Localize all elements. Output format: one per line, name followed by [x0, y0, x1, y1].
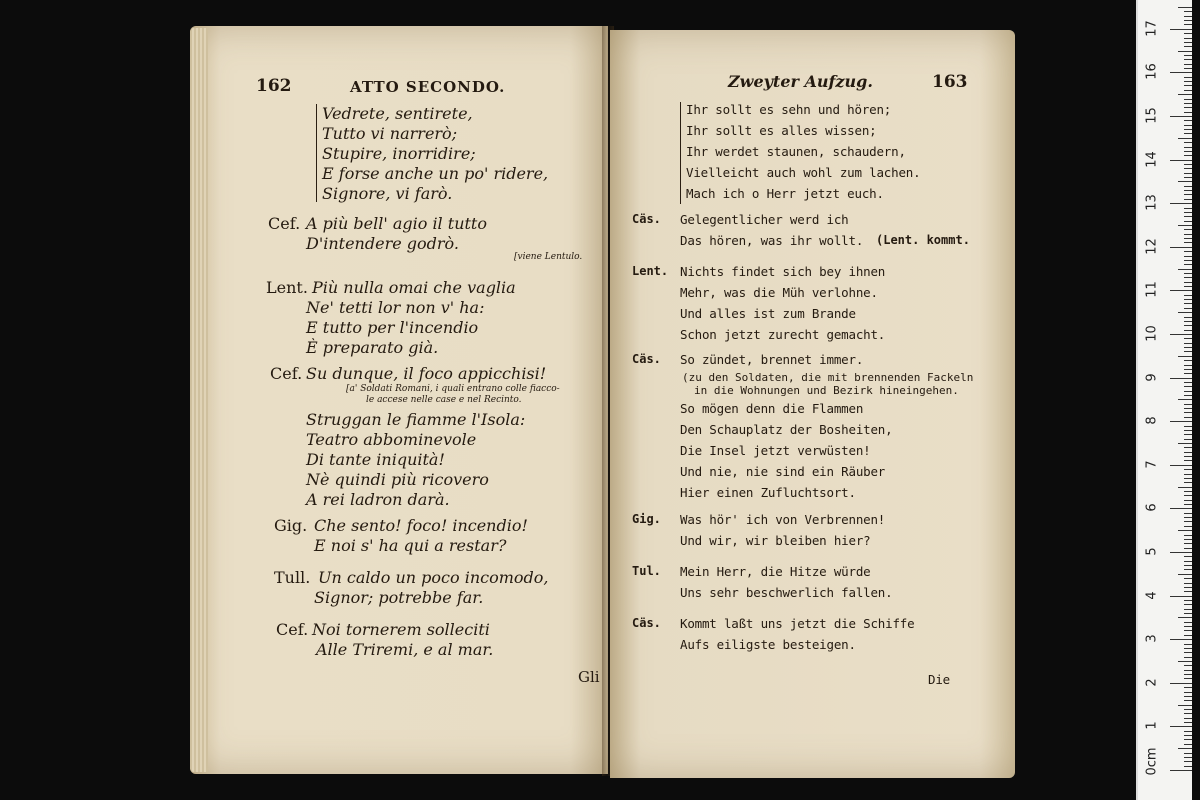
verse-line: Den Schauplatz der Bosheiten, [680, 422, 893, 437]
ruler-tick [1184, 761, 1192, 762]
ruler-tick [1178, 661, 1192, 662]
ruler-tick [1184, 474, 1192, 475]
ruler-tick [1184, 622, 1192, 623]
ruler-tick [1184, 343, 1192, 344]
ruler-number: 3 [1144, 634, 1160, 643]
speaker-label: Tul. [632, 564, 661, 578]
ruler-tick [1184, 38, 1192, 39]
speaker-label: Cef. [276, 620, 309, 639]
ruler-tick [1184, 112, 1192, 113]
ruler-tick [1184, 155, 1192, 156]
ruler-tick [1184, 85, 1192, 86]
ruler-tick [1184, 665, 1192, 666]
verse-line: E forse anche un po' ridere, [322, 164, 549, 183]
ruler-tick [1184, 569, 1192, 570]
ruler-tick [1184, 59, 1192, 60]
ruler-tick [1184, 539, 1192, 540]
ruler-tick [1184, 99, 1192, 100]
ruler-tick [1184, 604, 1192, 605]
verse-line: Di tante iniquità! [306, 450, 445, 469]
verse-line: Und nie, nie sind ein Räuber [680, 464, 886, 479]
speaker-label: Lent. [632, 264, 669, 278]
ruler-tick [1184, 630, 1192, 631]
ruler-tick [1184, 77, 1192, 78]
ruler-tick [1184, 587, 1192, 588]
speaker-label: Cäs. [632, 212, 661, 226]
ruler-tick [1184, 365, 1192, 366]
ruler-tick [1170, 72, 1192, 73]
ruler-tick [1184, 221, 1192, 222]
ruler-tick [1184, 412, 1192, 413]
ruler-tick [1170, 639, 1192, 640]
ruler-tick [1184, 635, 1192, 636]
verse-line: Signor; potrebbe far. [314, 588, 484, 607]
ruler-tick [1184, 657, 1192, 658]
ruler-tick [1184, 543, 1192, 544]
ruler-tick [1184, 286, 1192, 287]
verse-line: Signore, vi farò. [322, 184, 453, 203]
stage-direction: (zu den Soldaten, die mit brennenden Fackeln [682, 371, 974, 384]
ruler-tick [1178, 748, 1192, 749]
ruler-tick [1184, 282, 1192, 283]
ruler-number: 6 [1144, 503, 1160, 513]
verse-line: Un caldo un poco incomodo, [318, 568, 549, 587]
verse-bracket [680, 102, 681, 204]
ruler-tick [1184, 330, 1192, 331]
verse-line: Mach ich o Herr jetzt euch. [686, 186, 884, 201]
verse-line: Schon jetzt zurecht gemacht. [680, 327, 886, 342]
verse-line: Und alles ist zum Brande [680, 306, 856, 321]
verse-line: Mehr, was die Müh verlohne. [680, 285, 878, 300]
ruler-tick [1184, 692, 1192, 693]
ruler-tick [1184, 360, 1192, 361]
verse-line: È preparato già. [306, 338, 439, 357]
ruler-number: 12 [1144, 238, 1160, 255]
ruler-tick [1184, 325, 1192, 326]
verse-line: Und wir, wir bleiben hier? [680, 533, 871, 548]
ruler-number: 14 [1144, 150, 1160, 168]
ruler-tick [1178, 443, 1192, 444]
speaker-label: Cef. [268, 214, 301, 233]
ruler-tick [1184, 565, 1192, 566]
verse-line: So mögen denn die Flammen [680, 401, 864, 416]
ruler-tick [1184, 64, 1192, 65]
ruler-tick [1184, 81, 1192, 82]
ruler-tick [1178, 225, 1192, 226]
ruler-number: 2 [1144, 678, 1160, 687]
ruler-tick [1184, 338, 1192, 339]
stage-direction: in die Wohnungen und Bezirk hineingehen. [694, 384, 959, 397]
ruler-tick [1184, 68, 1192, 69]
ruler-tick [1170, 552, 1192, 553]
catchword: Gli [578, 668, 600, 686]
ruler-tick [1178, 530, 1192, 531]
ruler-number: 10 [1144, 325, 1160, 342]
ruler-tick [1184, 229, 1192, 230]
ruler-tick [1178, 7, 1192, 8]
ruler-tick [1178, 269, 1192, 270]
ruler-tick [1184, 251, 1192, 252]
ruler-number: 5 [1144, 547, 1160, 556]
ruler-tick [1184, 299, 1192, 300]
verse-line: A rei ladron darà. [306, 490, 450, 509]
ruler-tick [1184, 208, 1192, 209]
ruler-tick [1184, 482, 1192, 483]
ruler-tick [1184, 194, 1192, 195]
page-number-left: 162 [256, 76, 292, 96]
ruler-tick [1184, 133, 1192, 134]
ruler-tick [1184, 556, 1192, 557]
ruler-tick [1184, 173, 1192, 174]
ruler-tick [1184, 55, 1192, 56]
ruler-tick [1184, 277, 1192, 278]
ruler-tick [1178, 705, 1192, 706]
ruler-tick [1184, 395, 1192, 396]
ruler-tick [1184, 260, 1192, 261]
ruler-tick [1184, 753, 1192, 754]
ruler-tick [1170, 247, 1192, 248]
verse-line: Che sento! foco! incendio! [314, 516, 528, 535]
catchword: Die [928, 672, 950, 687]
ruler-tick [1170, 334, 1192, 335]
left-page [190, 26, 608, 774]
ruler-tick [1184, 373, 1192, 374]
ruler-tick [1184, 142, 1192, 143]
ruler-tick [1170, 770, 1192, 771]
running-head-left: ATTO SECONDO. [350, 78, 506, 96]
speaker-label: Cef. [270, 364, 303, 383]
ruler-tick [1184, 190, 1192, 191]
speaker-label: Lent. [266, 278, 308, 297]
ruler-tick [1184, 452, 1192, 453]
ruler-tick [1184, 504, 1192, 505]
ruler-tick [1184, 430, 1192, 431]
verse-line: Das hören, was ihr wollt. [680, 233, 864, 248]
ruler-tick [1184, 417, 1192, 418]
ruler-tick [1170, 290, 1192, 291]
verse-line: So zündet, brennet immer. [680, 352, 864, 367]
page-number-right: 163 [932, 72, 968, 92]
ruler-tick [1184, 670, 1192, 671]
ruler-tick [1184, 713, 1192, 714]
ruler-tick [1184, 460, 1192, 461]
verse-line: Noi tornerem solleciti [312, 620, 490, 639]
ruler-tick [1184, 264, 1192, 265]
ruler-tick [1184, 491, 1192, 492]
ruler-number: 9 [1144, 372, 1160, 382]
ruler-tick [1184, 548, 1192, 549]
ruler-tick [1184, 735, 1192, 736]
ruler-number: 8 [1144, 416, 1160, 425]
ruler-tick [1184, 731, 1192, 732]
verse-line: Vielleicht auch wohl zum lachen. [686, 165, 921, 180]
verse-line: Uns sehr beschwerlich fallen. [680, 585, 893, 600]
ruler-tick [1184, 33, 1192, 34]
ruler-tick [1184, 308, 1192, 309]
right-page [610, 30, 1015, 778]
ruler-tick [1184, 757, 1192, 758]
ruler-tick [1170, 116, 1192, 117]
running-head-right: Zweyter Aufzug. [728, 72, 873, 91]
verse-line: Nè quindi più ricovero [306, 470, 489, 489]
ruler-tick [1184, 447, 1192, 448]
ruler-tick [1184, 578, 1192, 579]
ruler-tick [1184, 517, 1192, 518]
ruler-number: 11 [1144, 281, 1160, 299]
ruler-tick [1184, 700, 1192, 701]
speaker-label: Gig. [274, 516, 308, 535]
ruler-tick [1184, 46, 1192, 47]
stage-direction: [a' Soldati Romani, i quali entrano colle fiacco- [346, 384, 560, 394]
verse-line: D'intendere godrò. [306, 234, 459, 253]
ruler-tick [1184, 347, 1192, 348]
verse-line: Was hör' ich von Verbrennen! [680, 512, 886, 527]
ruler-number: 0cm [1144, 747, 1160, 776]
ruler-tick [1178, 356, 1192, 357]
ruler-tick [1184, 151, 1192, 152]
verse-line: Die Insel jetzt verwüsten! [680, 443, 871, 458]
ruler-tick [1184, 317, 1192, 318]
ruler-tick [1184, 456, 1192, 457]
verse-line: Struggan le fiamme l'Isola: [306, 410, 526, 429]
ruler-tick [1184, 648, 1192, 649]
ruler-tick [1184, 709, 1192, 710]
verse-line: Ne' tetti lor non v' ha: [306, 298, 485, 317]
verse-line: Più nulla omai che vaglia [312, 278, 516, 297]
ruler-tick [1184, 24, 1192, 25]
ruler-tick [1184, 199, 1192, 200]
ruler-tick [1184, 295, 1192, 296]
ruler-tick [1178, 312, 1192, 313]
ruler-tick [1184, 696, 1192, 697]
verse-line: Nichts findet sich bey ihnen [680, 264, 886, 279]
ruler-tick [1184, 391, 1192, 392]
verse-line: Ihr sollt es alles wissen; [686, 123, 877, 138]
stage-direction: [viene Lentulo. [514, 252, 583, 262]
measuring-ruler [1136, 0, 1192, 800]
ruler-tick [1184, 369, 1192, 370]
verse-line: E noi s' ha qui a restar? [314, 536, 507, 555]
ruler-number: 4 [1144, 590, 1160, 600]
ruler-tick [1184, 678, 1192, 679]
ruler-tick [1184, 382, 1192, 383]
ruler-tick [1184, 600, 1192, 601]
verse-line: A più bell' agio il tutto [306, 214, 487, 233]
ruler-tick [1178, 51, 1192, 52]
ruler-tick [1184, 478, 1192, 479]
ruler-tick [1184, 42, 1192, 43]
ruler-number: 13 [1144, 194, 1160, 211]
ruler-tick [1184, 16, 1192, 17]
ruler-tick [1184, 351, 1192, 352]
verse-line: Stupire, inorridire; [322, 144, 476, 163]
ruler-tick [1178, 574, 1192, 575]
verse-line: Teatro abbominevole [306, 430, 477, 449]
ruler-tick [1184, 107, 1192, 108]
ruler-tick [1184, 609, 1192, 610]
ruler-tick [1170, 683, 1192, 684]
ruler-tick [1184, 469, 1192, 470]
verse-line: Hier einen Zufluchtsort. [680, 485, 856, 500]
ruler-tick [1184, 164, 1192, 165]
page-edges [190, 28, 208, 772]
ruler-tick [1184, 535, 1192, 536]
ruler-tick [1184, 687, 1192, 688]
ruler-tick [1184, 766, 1192, 767]
ruler-tick [1184, 561, 1192, 562]
stage-direction: (Lent. kommt. [876, 233, 970, 247]
ruler-tick [1184, 238, 1192, 239]
verse-line: Vedrete, sentirete, [322, 104, 473, 123]
ruler-tick [1184, 439, 1192, 440]
ruler-tick [1178, 138, 1192, 139]
speaker-label: Gig. [632, 512, 661, 526]
ruler-tick [1184, 521, 1192, 522]
ruler-tick [1184, 177, 1192, 178]
verse-line: Aufs eiligste besteigen. [680, 637, 856, 652]
ruler-tick [1170, 421, 1192, 422]
ruler-tick [1178, 399, 1192, 400]
ruler-tick [1184, 426, 1192, 427]
ruler-tick [1184, 408, 1192, 409]
verse-line: Ihr werdet staunen, schaudern, [686, 144, 906, 159]
verse-line: Ihr sollt es sehn und hören; [686, 102, 892, 117]
ruler-tick [1184, 20, 1192, 21]
ruler-tick [1184, 722, 1192, 723]
ruler-tick [1184, 739, 1192, 740]
ruler-tick [1184, 273, 1192, 274]
ruler-number: 1 [1144, 721, 1160, 731]
ruler-tick [1184, 626, 1192, 627]
verse-line: Tutto vi narrerò; [322, 124, 458, 143]
ruler-tick [1184, 129, 1192, 130]
verse-line: Alle Triremi, e al mar. [316, 640, 494, 659]
ruler-tick [1184, 500, 1192, 501]
speaker-label: Cäs. [632, 352, 661, 366]
ruler-tick [1184, 613, 1192, 614]
speaker-label: Tull. [274, 568, 311, 587]
ruler-tick [1170, 508, 1192, 509]
ruler-tick [1184, 652, 1192, 653]
speaker-label: Cäs. [632, 616, 661, 630]
ruler-number: 15 [1144, 107, 1160, 124]
verse-line: Mein Herr, die Hitze würde [680, 564, 871, 579]
ruler-tick [1170, 596, 1192, 597]
stage-direction: le accese nelle case e nel Recinto. [366, 395, 522, 405]
ruler-tick [1184, 125, 1192, 126]
verse-line: Su dunque, il foco appicchisi! [306, 364, 547, 383]
ruler-number: 16 [1144, 63, 1160, 81]
ruler-tick [1184, 321, 1192, 322]
ruler-tick [1184, 303, 1192, 304]
ruler-tick [1184, 495, 1192, 496]
verse-line: Kommt laßt uns jetzt die Schiffe [680, 616, 915, 631]
ruler-tick [1178, 487, 1192, 488]
ruler-tick [1184, 404, 1192, 405]
ruler-tick [1170, 465, 1192, 466]
ruler-tick [1184, 11, 1192, 12]
ruler-tick [1184, 234, 1192, 235]
ruler-tick [1170, 160, 1192, 161]
ruler-number: 17 [1144, 20, 1160, 37]
ruler-tick [1184, 644, 1192, 645]
verse-bracket [316, 104, 317, 202]
ruler-tick [1170, 203, 1192, 204]
ruler-tick [1170, 29, 1192, 30]
ruler-tick [1184, 212, 1192, 213]
ruler-tick [1178, 617, 1192, 618]
verse-line: Gelegentlicher werd ich [680, 212, 849, 227]
ruler-tick [1184, 242, 1192, 243]
open-book [190, 26, 1018, 778]
ruler-number: 7 [1144, 460, 1160, 469]
ruler-tick [1184, 103, 1192, 104]
ruler-tick [1184, 168, 1192, 169]
ruler-tick [1184, 583, 1192, 584]
ruler-tick [1184, 526, 1192, 527]
ruler-tick [1184, 674, 1192, 675]
ruler-tick [1184, 718, 1192, 719]
ruler-tick [1184, 256, 1192, 257]
ruler-tick [1170, 726, 1192, 727]
ruler-tick [1184, 90, 1192, 91]
ruler-tick [1184, 120, 1192, 121]
verse-line: E tutto per l'incendio [306, 318, 479, 337]
ruler-tick [1184, 513, 1192, 514]
ruler-tick [1184, 186, 1192, 187]
ruler-tick [1170, 378, 1192, 379]
ruler-tick [1184, 744, 1192, 745]
ruler-tick [1184, 386, 1192, 387]
ruler-tick [1184, 216, 1192, 217]
ruler-tick [1184, 591, 1192, 592]
ruler-tick [1184, 434, 1192, 435]
ruler-tick [1178, 94, 1192, 95]
ruler-tick [1178, 181, 1192, 182]
ruler-tick [1184, 147, 1192, 148]
